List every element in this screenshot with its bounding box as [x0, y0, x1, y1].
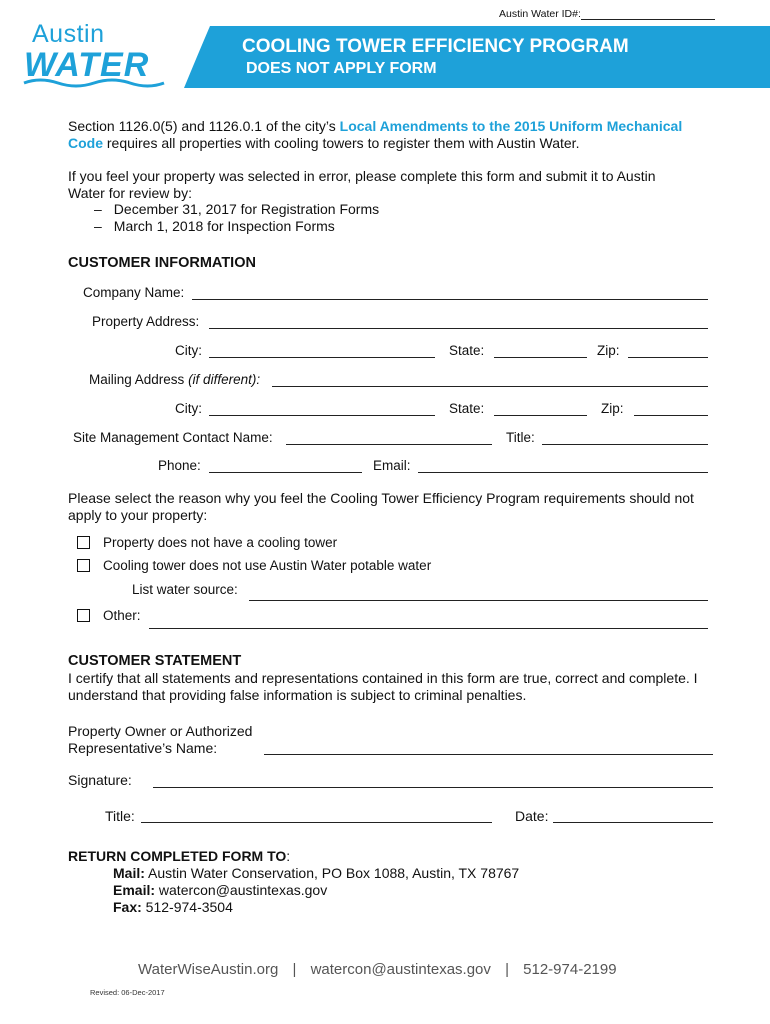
certify-paragraph: I certify that all statements and representations contained in this form are true, correct and complete. I understand that providing false information is subject to criminal penalties.	[68, 670, 698, 703]
phone-label: Phone:	[158, 458, 201, 473]
city-field[interactable]	[209, 357, 435, 358]
mailing-state-field[interactable]	[494, 415, 587, 416]
signature-label: Signature:	[68, 772, 132, 788]
return-mail: Mail: Austin Water Conservation, PO Box 1088, Austin, TX 78767	[113, 865, 520, 881]
zip-label: Zip:	[597, 343, 620, 358]
signature-field[interactable]	[153, 787, 713, 788]
site-contact-label: Site Management Contact Name:	[73, 430, 273, 445]
mailing-city-label: City:	[175, 401, 202, 416]
property-address-field[interactable]	[209, 328, 708, 329]
statement-title-field[interactable]	[141, 822, 492, 823]
zip-field[interactable]	[628, 357, 708, 358]
owner-name-field[interactable]	[264, 754, 713, 755]
logo-wave-icon	[22, 75, 167, 91]
email-field[interactable]	[418, 472, 708, 473]
customer-info-heading: CUSTOMER INFORMATION	[68, 255, 256, 271]
statement-title-label: Title:	[105, 808, 135, 824]
water-source-field[interactable]	[249, 600, 708, 601]
form-subtitle: DOES NOT APPLY FORM	[246, 60, 437, 77]
reason-prompt: Please select the reason why you feel the Cooling Tower Efficiency Program requirements should not apply to your property:	[68, 490, 694, 523]
mailing-address-field[interactable]	[272, 386, 708, 387]
mailing-address-label: Mailing Address (if different):	[89, 372, 261, 387]
owner-name-label: Property Owner or Authorized Representative’s Name:	[68, 723, 253, 756]
footer-phone: 512-974-2199	[523, 961, 617, 978]
contact-title-field[interactable]	[542, 444, 708, 445]
code-link[interactable]: Code	[68, 135, 103, 151]
city-label: City:	[175, 343, 202, 358]
date-label: Date:	[515, 808, 549, 824]
return-fax: Fax: 512-974-3504	[113, 899, 233, 915]
no-potable-water-label: Cooling tower does not use Austin Water potable water	[103, 558, 432, 573]
section-paragraph: Section 1126.0(5) and 1126.0.1 of the city’s Local Amendments to the 2015 Uniform Mechanical Code requires all properties with cooling towers to register them with Austin Water.	[68, 118, 683, 151]
revised-date: Revised: 06-Dec-2017	[90, 988, 165, 997]
other-label: Other:	[103, 608, 141, 623]
customer-statement-heading: CUSTOMER STATEMENT	[68, 653, 242, 669]
contact-title-label: Title:	[506, 430, 535, 445]
logo-text-austin: Austin	[32, 20, 105, 48]
no-cooling-tower-checkbox[interactable]	[77, 536, 90, 549]
error-paragraph: If you feel your property was selected in error, please complete this form and submit it to Austin Water for review by:	[68, 168, 656, 201]
deadline-item: – March 1, 2018 for Inspection Forms	[94, 218, 335, 234]
property-address-label: Property Address:	[92, 314, 200, 329]
footer-contact: WaterWiseAustin.org | watercon@austintexas.gov | 512-974-2199	[138, 961, 617, 978]
no-cooling-tower-label: Property does not have a cooling tower	[103, 535, 338, 550]
date-field[interactable]	[553, 822, 713, 823]
mailing-zip-label: Zip:	[601, 401, 624, 416]
company-name-label: Company Name:	[83, 285, 185, 300]
other-checkbox[interactable]	[77, 609, 90, 622]
water-source-label: List water source:	[132, 582, 238, 597]
local-amendments-link[interactable]: Local Amendments to the 2015 Uniform Mechanical	[339, 118, 683, 134]
form-title: COOLING TOWER EFFICIENCY PROGRAM	[242, 36, 629, 57]
company-name-field[interactable]	[192, 299, 708, 300]
mailing-zip-field[interactable]	[634, 415, 708, 416]
water-id-field[interactable]	[581, 19, 715, 20]
mailing-city-field[interactable]	[209, 415, 435, 416]
return-heading: RETURN COMPLETED FORM TO:	[68, 848, 291, 864]
water-id-label: Austin Water ID#:	[499, 8, 581, 20]
no-potable-water-checkbox[interactable]	[77, 559, 90, 572]
site-contact-field[interactable]	[286, 444, 492, 445]
deadline-item: – December 31, 2017 for Registration Forms	[94, 201, 380, 217]
phone-field[interactable]	[209, 472, 362, 473]
mailing-state-label: State:	[449, 401, 485, 416]
state-field[interactable]	[494, 357, 587, 358]
state-label: State:	[449, 343, 485, 358]
logo-text-water: WATER	[24, 46, 150, 84]
austin-water-logo	[22, 20, 167, 90]
footer-website-link[interactable]: WaterWiseAustin.org	[138, 961, 279, 978]
other-field[interactable]	[149, 628, 708, 629]
email-label: Email:	[373, 458, 411, 473]
return-email: Email: watercon@austintexas.gov	[113, 882, 328, 898]
footer-email-link[interactable]: watercon@austintexas.gov	[310, 961, 491, 978]
